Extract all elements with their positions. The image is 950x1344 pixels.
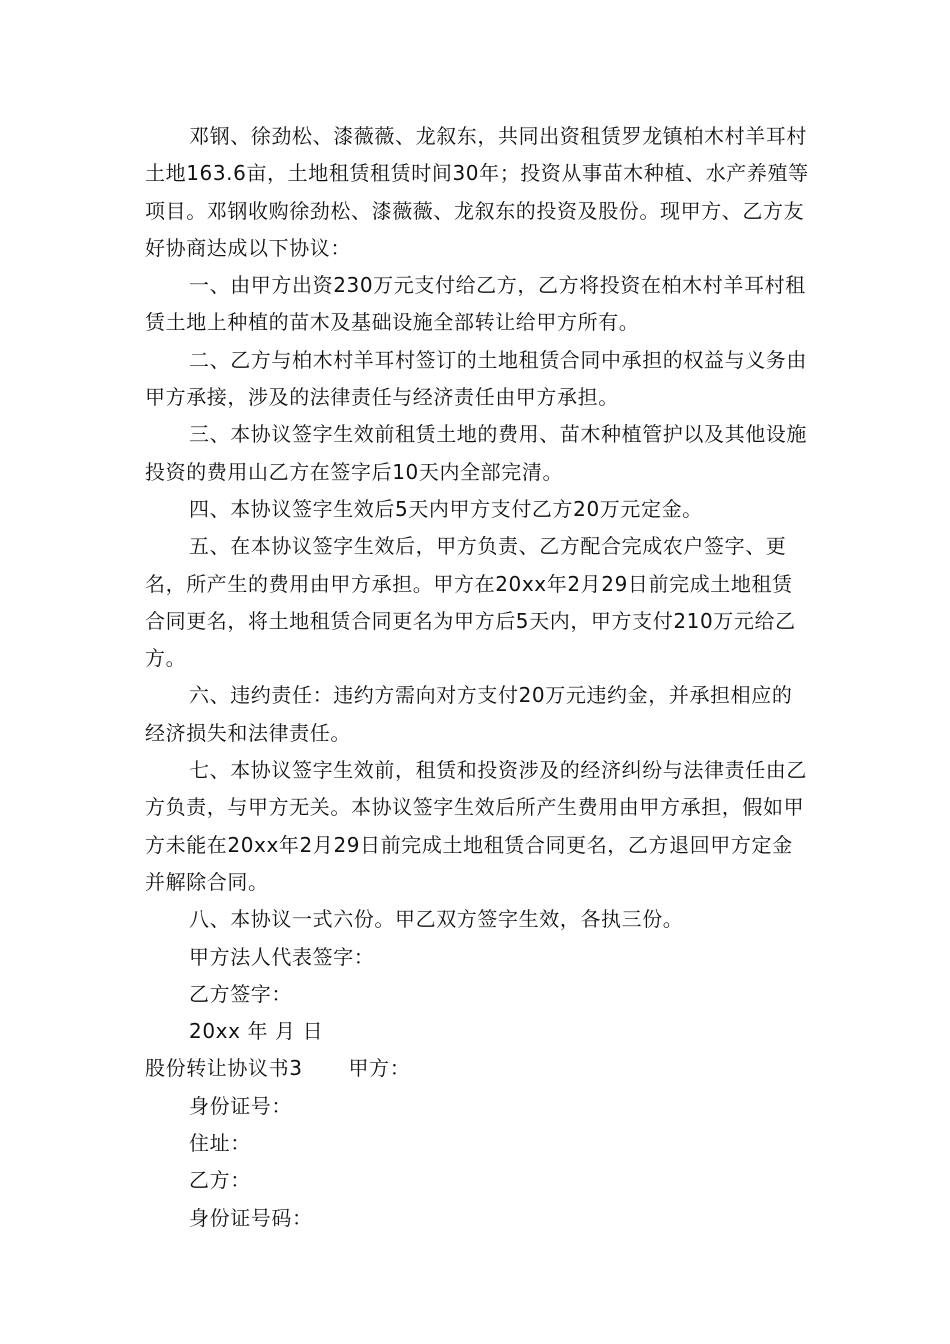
paragraph-clause-4: 四、本协议签字生效后5天内甲方支付乙方20万元定金。 <box>189 496 703 521</box>
id-number-label: 身份证号： <box>189 1093 292 1118</box>
paragraph-intro: 邓钢、徐劲松、漆薇薇、龙叙东，共同出资租赁罗龙镇柏木村羊耳村土地163.6亩，土地租赁租赁时间30年；投资从事苗木种植、水产养殖等项目。邓钢收购徐劲松、漆薇薇、龙叙东的投资及股份。现甲方、乙方友好协商达成以下协议： <box>145 124 809 260</box>
id-number-b-label: 身份证号码： <box>189 1205 313 1230</box>
next-party-a-label: 甲方： <box>348 1056 411 1081</box>
paragraph-clause-7: 七、本协议签字生效前，租赁和投资涉及的经济纠纷与法律责任由乙方负责，与甲方无关。本协议签字生效后所产生费用由甲方承担，假如甲方未能在20xx年2月29日前完成土地租赁合同更名，乙方退回甲方定金并解除合同。 <box>145 758 807 894</box>
paragraph-clause-3: 三、本协议签字生效前租赁土地的费用、苗木种植管护以及其他设施投资的费用山乙方在签字后10天内全部完清。 <box>145 422 807 484</box>
document-body <box>145 118 810 1237</box>
date-line: 20xx 年 月 日 <box>189 1019 324 1044</box>
next-agreement-header <box>145 1050 810 1087</box>
address-label: 住址： <box>189 1131 251 1156</box>
paragraph-clause-6: 六、违约责任：违约方需向对方支付20万元违约金，并承担相应的经济损失和法律责任。 <box>145 683 793 745</box>
paragraph-clause-8: 八、本协议一式六份。甲乙双方签字生效，各执三份。 <box>189 907 684 932</box>
party-b-label: 乙方： <box>189 1168 251 1193</box>
paragraph-clause-2: 二、乙方与柏木村羊耳村签订的土地租赁合同中承担的权益与义务由甲方承接，涉及的法律责任与经济责任由甲方承担。 <box>145 347 807 410</box>
paragraph-clause-5: 五、在本协议签字生效后，甲方负责、乙方配合完成农户签字、更名，所产生的费用由甲方承担。甲方在20xx年2月29日前完成土地租赁合同更名，将土地租赁合同更名为甲方后5天内，甲方支付210万元给乙方。 <box>145 534 796 671</box>
signature-party-b: 乙方签字： <box>189 981 292 1006</box>
next-agreement-title: 股份转让协议书3 <box>145 1056 303 1081</box>
paragraph-clause-1: 一、由甲方出资230万元支付给乙方，乙方将投资在柏木村羊耳村租赁土地上种植的苗木及基础设施全部转让给甲方所有。 <box>145 273 806 335</box>
signature-party-a: 甲方法人代表签字： <box>189 944 375 969</box>
